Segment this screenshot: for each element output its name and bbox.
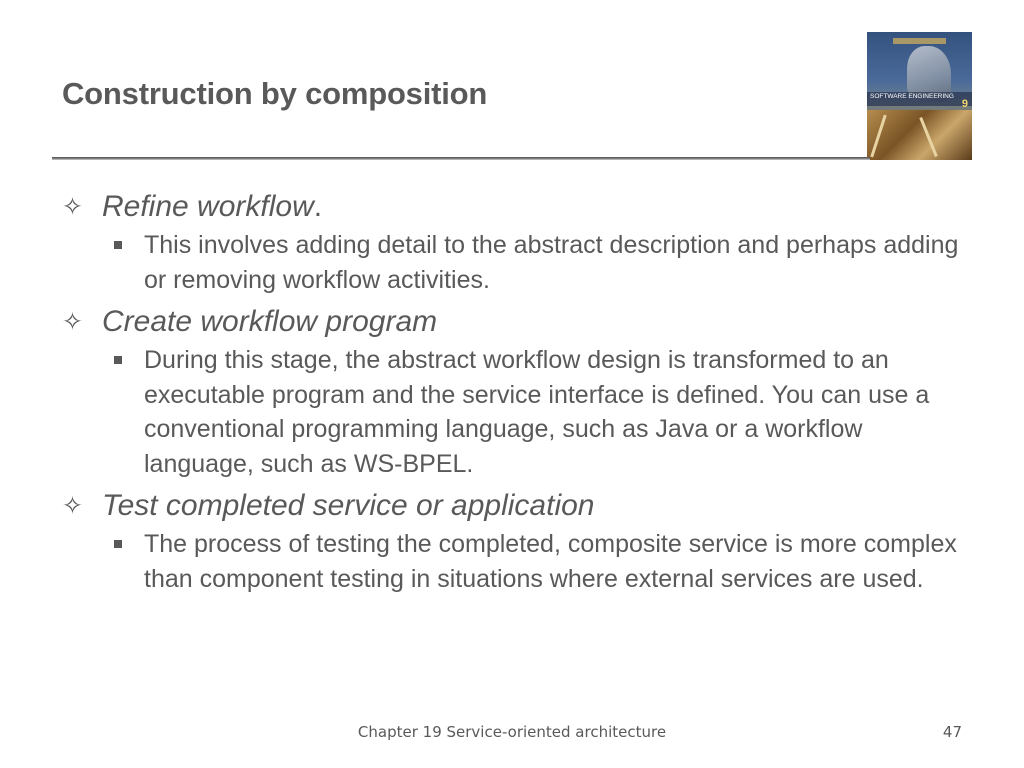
sub-bullet [62, 228, 972, 297]
cover-author-band [893, 38, 946, 44]
square-bullet-icon [114, 241, 122, 249]
bullet-heading: Create workflow program [102, 305, 438, 338]
sub-bullet [62, 343, 972, 481]
bullet-refine-workflow [62, 188, 972, 226]
sub-bullet-text: During this stage, the abstract workflow design is transformed to an executable program and the service interface is defined. You can use a conventional programming language, such as Java or a workflow language, such as WS-BPEL. [144, 346, 930, 478]
page-number: 47 [942, 723, 962, 741]
slide-body [62, 188, 972, 602]
four-pointed-star-icon: ✧ [62, 193, 83, 221]
square-bullet-icon [114, 356, 122, 364]
bullet-heading-suffix: . [313, 190, 323, 223]
sub-bullet-text: The process of testing the completed, composite service is more complex than component testing in situations where external services are used. [144, 530, 957, 593]
bullet-heading: Refine workflow [102, 190, 314, 223]
title-divider [52, 157, 870, 160]
cover-edition: 9 [961, 98, 968, 110]
book-cover-image [867, 32, 972, 160]
square-bullet-icon [114, 540, 122, 548]
four-pointed-star-icon: ✧ [62, 308, 83, 336]
cover-title: SOFTWARE ENGINEERING [870, 93, 954, 100]
bullet-heading: Test completed service or application [102, 489, 595, 522]
slide-footer: Chapter 19 Service-oriented architecture [357, 723, 667, 741]
sub-bullet-text: This involves adding detail to the abstract description and perhaps adding or removing workflow activities. [144, 231, 959, 294]
slide-title: Construction by composition [62, 76, 488, 111]
sub-bullet [62, 527, 972, 596]
bullet-test-completed-service [62, 487, 972, 525]
bullet-create-workflow-program [62, 303, 972, 341]
four-pointed-star-icon: ✧ [62, 492, 83, 520]
